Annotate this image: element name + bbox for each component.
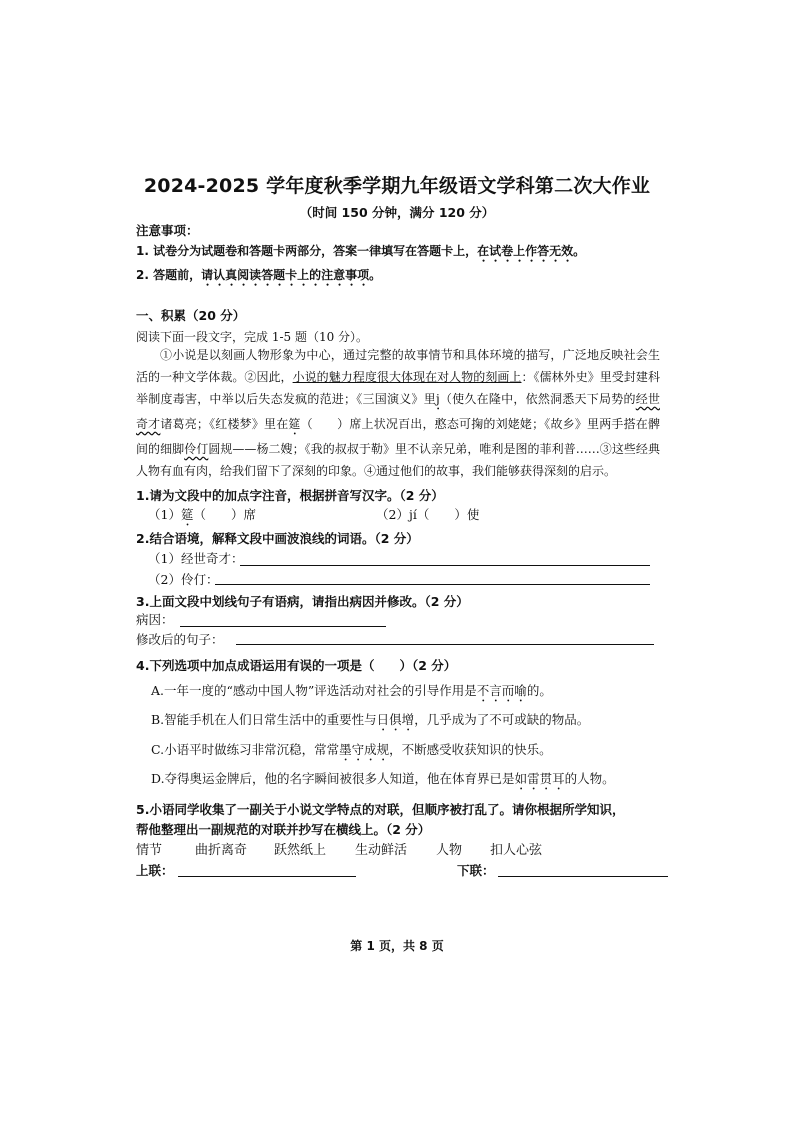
passage-text-3: （使久在隆中，依然洞悉天下局势的 <box>439 392 636 406</box>
q1-item-2-pinyin: jí <box>408 507 417 522</box>
couplet-word: 情节 <box>136 843 163 858</box>
passage-text-5: （ ）席上状况百出，憨态可掬的刘姥姥；《故乡》里两手搭在髀间的细脚 <box>136 417 660 456</box>
notes-item-1 <box>136 242 585 265</box>
question-5-line-1: 5.小语同学收集了一副关于小说文学特点的对联，但顺序被打乱了。请你根据所学知识， <box>136 802 625 817</box>
passage-text-2: ：《儒林外史》里受封建科举制度毒害，中举以后失态发疯的范进；《三国演义》里 <box>136 370 660 406</box>
lower-couplet-label: 下联： <box>457 863 495 878</box>
option-c-end: ，不断感受收获知识的快乐。 <box>389 742 552 757</box>
couplet-word: 生动鲜活 <box>355 843 408 858</box>
notes-item-2-end: 。 <box>369 268 382 282</box>
reading-passage <box>136 344 660 482</box>
notes-item-2-text: 2. 答题前， <box>136 268 202 282</box>
couplet-word: 跃然纸上 <box>274 843 327 858</box>
section-heading: 一、积累（20 分） <box>136 308 246 323</box>
couplet-word: 人物 <box>436 843 463 858</box>
upper-couplet-label: 上联： <box>136 863 174 878</box>
question-3: 3.上面文段中划线句子有语病，请指出病因并修改。（2 分） <box>136 594 469 609</box>
question-1-item-1 <box>148 505 256 529</box>
notes-item-1-emphasis: 在试卷上作答无效 <box>477 244 574 258</box>
question-4-option-c <box>151 740 552 764</box>
question-1-item-2 <box>376 505 479 523</box>
question-4-option-b <box>151 710 589 734</box>
passage-wavy-word-1: 经世奇才 <box>136 392 660 431</box>
q1-item-1-num: （1） <box>148 507 181 522</box>
passage-dotted-char: 筵 <box>288 417 301 431</box>
option-a-text: A.一年一度的“感动中国人物”评选活动对社会的引导作用是 <box>151 683 477 698</box>
passage-wavy-word-2: 伶仃 <box>184 442 209 456</box>
notes-item-1-end: 。 <box>573 244 586 258</box>
notes-item-1-text: 1. 试卷分为试题卷和答题卡两部分，答案一律填写在答题卡上， <box>136 244 478 258</box>
notes-item-2 <box>136 266 381 289</box>
answer-line <box>215 584 650 585</box>
question-3-fixed: 修改后的句子： <box>136 632 224 647</box>
question-1: 1.请为文段中的加点字注音，根据拼音写汉字。（2 分） <box>136 488 444 503</box>
q1-item-1-blank: （ ）席 <box>193 507 256 522</box>
question-2: 2.结合语境，解释文段中画波浪线的词语。（2 分） <box>136 531 419 546</box>
upper-couplet-line <box>178 876 356 877</box>
option-b-end: ，几乎成为了不可或缺的物品。 <box>414 712 590 727</box>
answer-line <box>240 565 650 566</box>
section-intro: 阅读下面一段文字，完成 1-5 题（10 分）。 <box>136 330 369 344</box>
passage-text-1: ①小说是以刻画人物形象为中心，通过完整的故事情节和具体环境的描写，广泛地反映社会生活的一种文学体裁。②因此， <box>136 348 660 384</box>
option-a-end: 的。 <box>526 683 552 698</box>
question-4-option-d <box>151 769 615 793</box>
passage-text-4: 诸葛亮；《红楼梦》里在 <box>160 417 289 431</box>
lower-couplet-line <box>498 876 668 877</box>
option-b-text: B.智能手机在人们日常生活中的重要性与 <box>151 712 377 727</box>
passage-text-6: 圆规——杨二嫂；《我的叔叔于勒》里不认亲兄弟，唯利是图的菲利普……③这些经典人物有血有肉，给我们留下了深刻的印象。④通过他们的故事，我们能够获得深刻的启示。 <box>136 442 660 478</box>
notes-item-2-emphasis: 请认真阅读答题卡上的注意事项 <box>201 268 370 282</box>
q1-item-2-blank: （ ）使 <box>416 507 480 522</box>
option-c-text: C.小语平时做练习非常沉稳，常常 <box>151 742 340 757</box>
option-d-idiom: 如雷贯耳 <box>514 771 565 786</box>
passage-pinyin-ji: j <box>435 392 440 406</box>
answer-line <box>236 644 654 645</box>
exam-title: 2024-2025 学年度秋季学期九年级语文学科第二次大作业 <box>143 175 651 197</box>
question-5-line-2: 帮他整理出一副规范的对联并抄写在横线上。（2 分） <box>136 822 431 837</box>
option-d-text: D.夺得奥运金牌后，他的名字瞬间被很多人知道，他在体育界已是 <box>151 771 515 786</box>
option-c-idiom: 墨守成规 <box>339 742 390 757</box>
answer-line <box>180 626 386 627</box>
question-4-option-a <box>151 681 552 705</box>
question-4: 4.下列选项中加点成语运用有误的一项是（ ）（2 分） <box>136 658 457 673</box>
couplet-word: 扣人心弦 <box>490 843 543 858</box>
couplet-word: 曲折离奇 <box>195 843 248 858</box>
passage-underlined-sentence: 小说的魅力程度很大体现在对人物的刻画上 <box>292 370 522 384</box>
question-2-item-1: （1）经世奇才： <box>148 551 244 566</box>
question-3-cause: 病因： <box>136 612 174 627</box>
q1-item-1-char: 筵 <box>180 507 194 522</box>
page-number: 第 1 页，共 8 页 <box>350 939 444 953</box>
option-a-idiom: 不言而喻 <box>476 683 527 698</box>
option-d-end: 的人物。 <box>564 771 615 786</box>
q1-item-2-num: （2） <box>376 507 409 522</box>
question-2-item-2: （2）伶仃： <box>148 572 219 587</box>
option-b-idiom: 日俱增 <box>376 712 415 727</box>
notes-heading: 注意事项： <box>136 223 199 238</box>
exam-subtitle: （时间 150 分钟，满分 120 分） <box>299 205 495 220</box>
